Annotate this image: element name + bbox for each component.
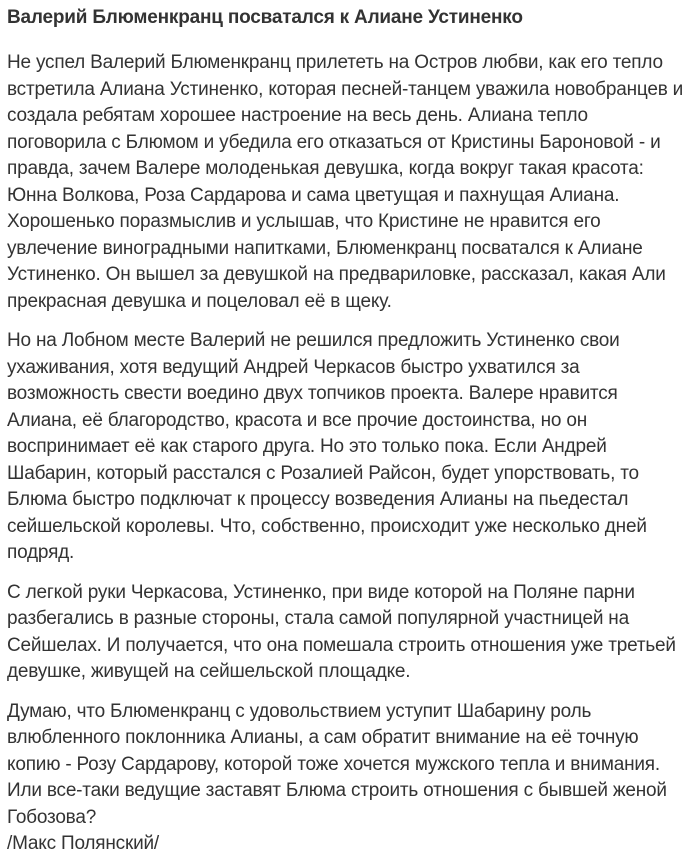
article-paragraph-1: Не успел Валерий Блюменкранц прилететь на Остров любви, как его тепло встретила Алиана Устиненко, которая песней-танцем уважила новобранцев и создала ребятам хорошее настроение на весь день. Алиана тепло поговорила с Блюмом и убедила его отказаться от Кристины Бароновой - и правда, зачем Валере молоденькая девушка, когда вокруг такая красота: Юнна Волкова, Роза Сардарова и сама цветущая и пахнущая Алиана. Хорошенько поразмыслив и услышав, что Кристине не нравится его увлечение виноградными напитками, Блюменкранц посватался к Алиане Устиненко. Он вышел за девушкой на предвариловке, рассказал, какая Али прекрасная девушка и поцеловал её в щеку. — [7, 52, 684, 312]
article-title: Валерий Блюменкранц посватался к Алиане Устиненко — [7, 7, 523, 28]
article-byline: /Макс Полянский/ — [7, 833, 159, 854]
article-paragraph-4: Думаю, что Блюменкранц с удовольствием уступит Шабарину роль влюбленного поклонника Алианы, а сам обратит внимание на её точную копию - Розу Сардарову, которой тоже хочется мужского тепла и внимания. Или все-таки ведущие заставят Блюма строить отношения с бывшей женой Гобозова? — [7, 700, 667, 828]
article-paragraph-2: Но на Лобном месте Валерий не решился предложить Устиненко свои ухаживания, хотя ведущий Андрей Черкасов быстро ухватился за возможность свести воедино двух топчиков проекта. Валере нравится Алиана, её благородство, красота и все прочие достоинства, но он воспринимает её как старого друга. Но это только пока. Если Андрей Шабарин, который расстался с Розалией Райсон, будет упорствовать, то Блюма быстро подключат к процессу возведения Алианы на пьедестал сейшельской королевы. Что, собственно, происходит уже несколько дней подряд. — [7, 330, 647, 563]
article-paragraph-3: С легкой руки Черкасова, Устиненко, при виде которой на Поляне парни разбегались в разные стороны, стала самой популярной участницей на Сейшелах. И получается, что она помешала строить отношения уже третьей девушке, живущей на сейшельской площадке. — [7, 581, 676, 682]
